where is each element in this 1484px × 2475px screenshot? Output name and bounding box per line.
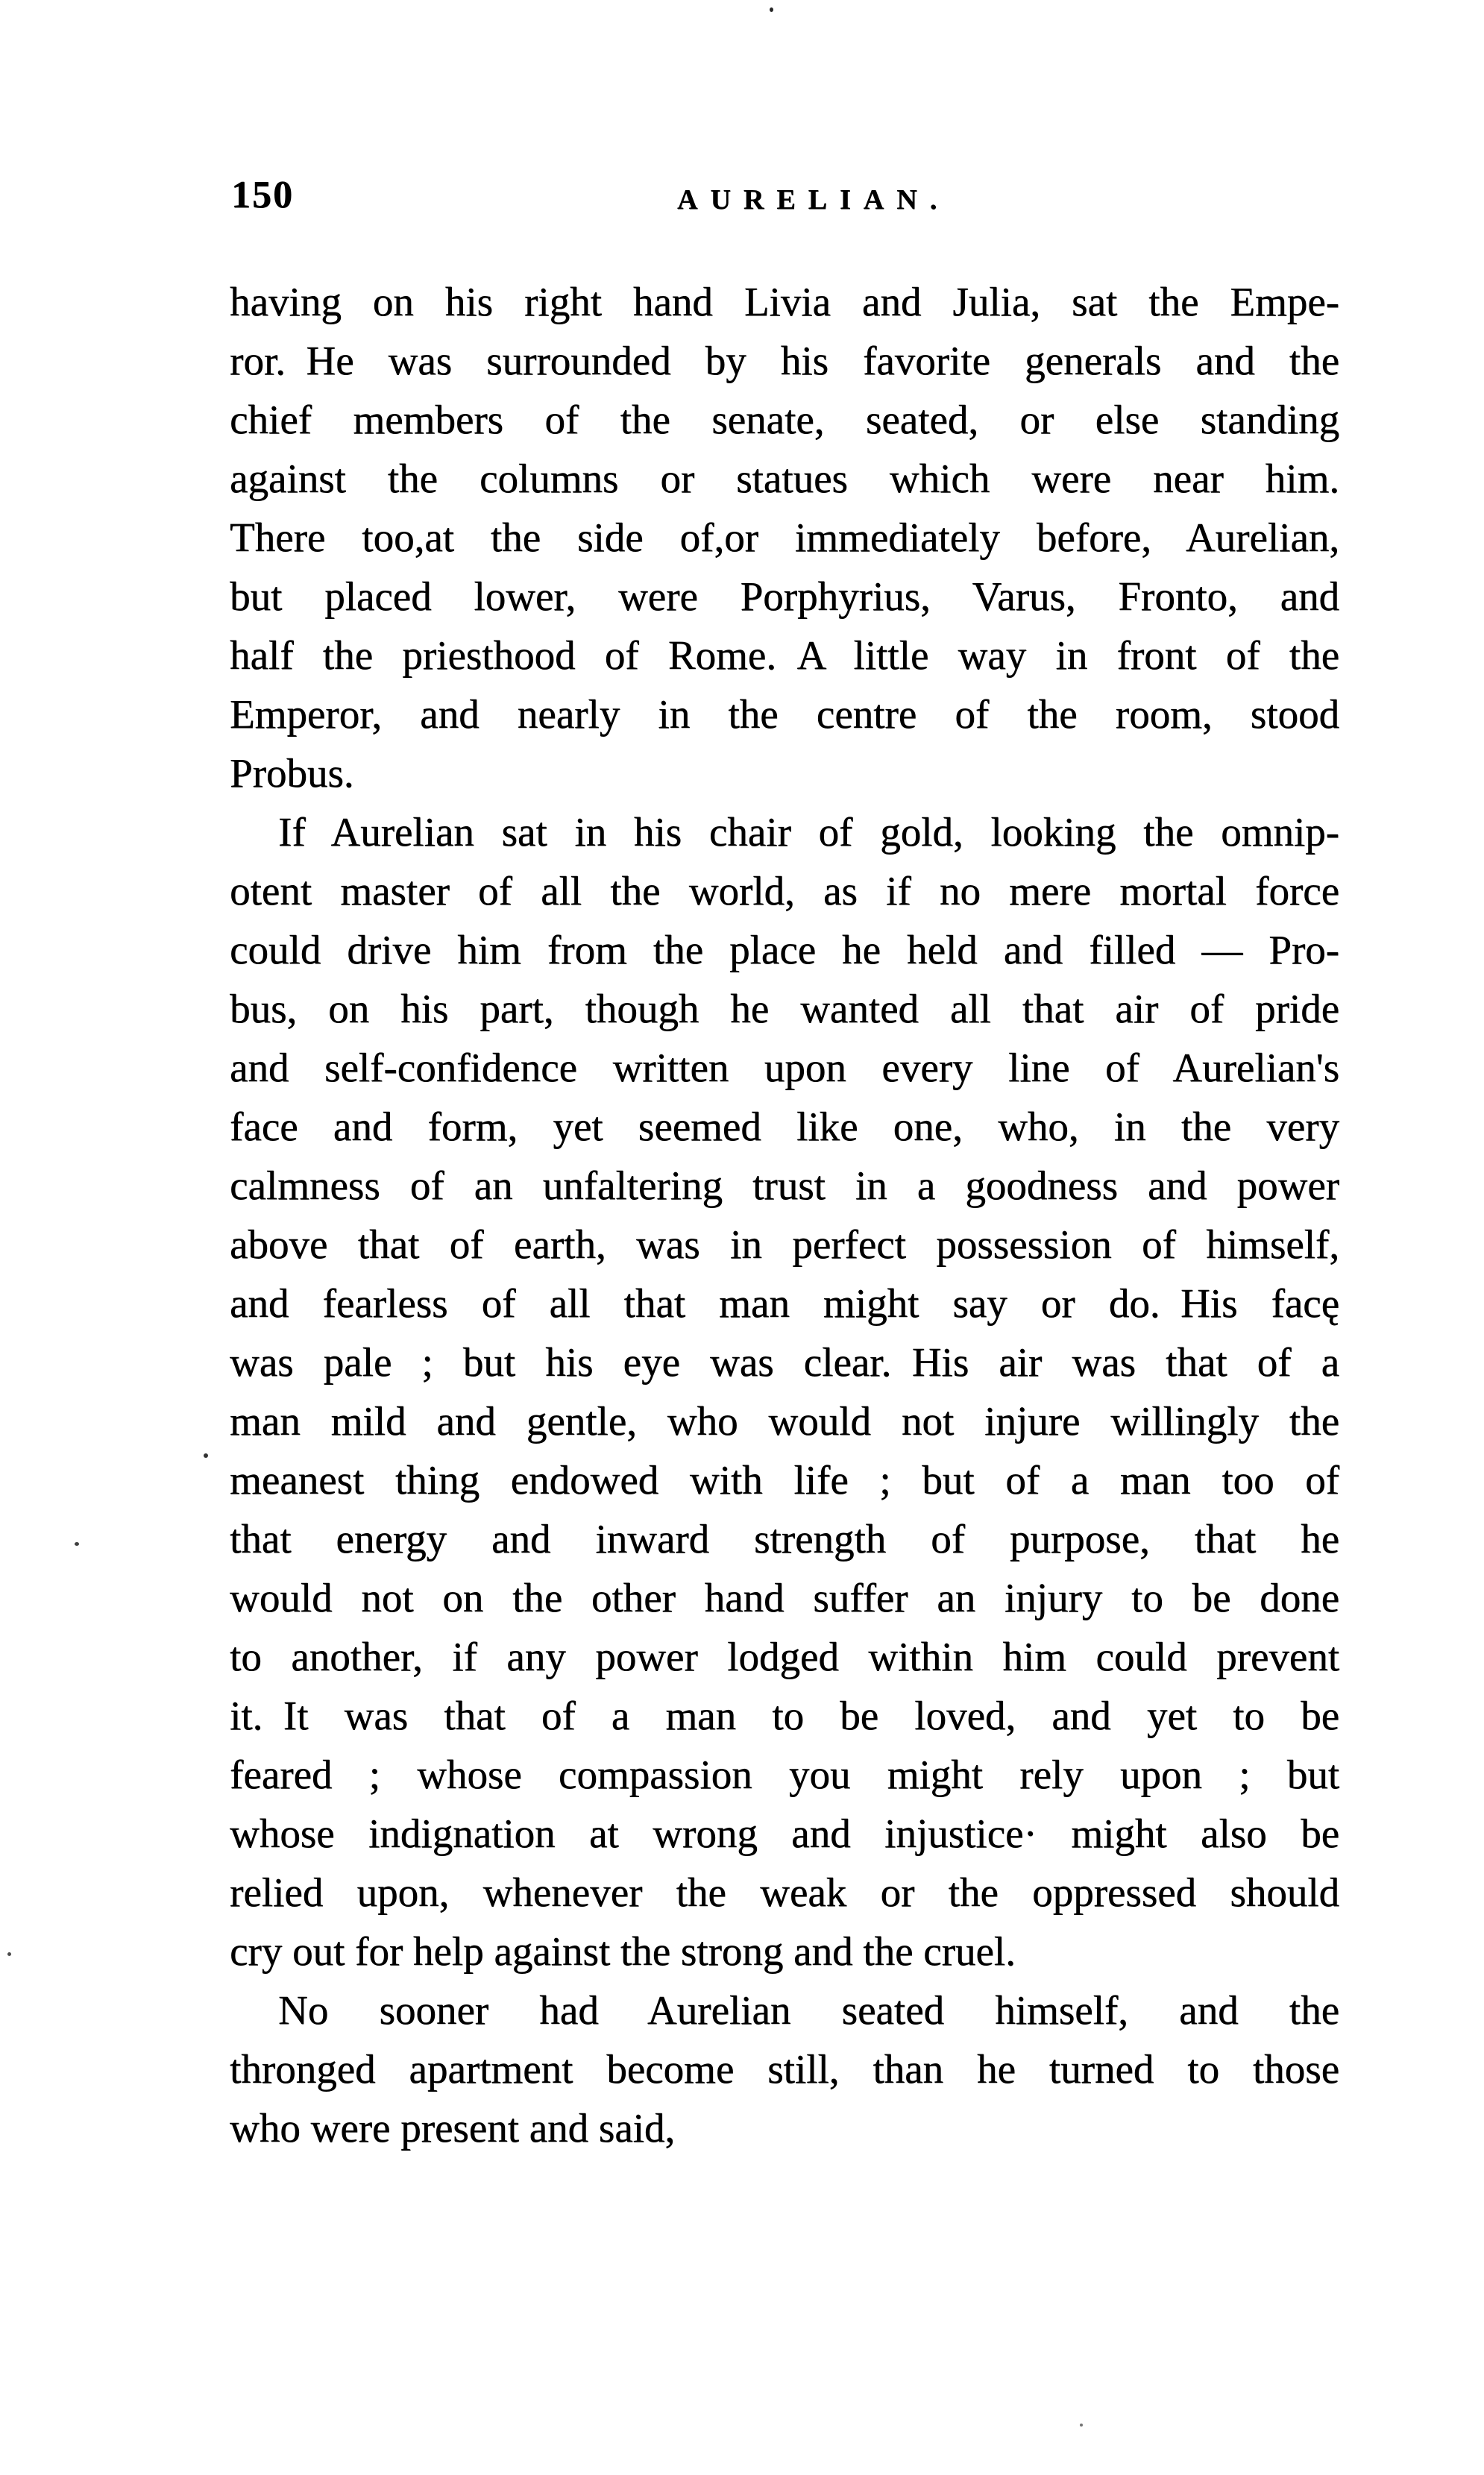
text-line: to another, if any power lodged within him could prevent bbox=[230, 1634, 1339, 1679]
text-line: bus, on his part, though he wanted all that air of pride bbox=[230, 986, 1339, 1031]
text-line: meanest thing endowed with life ; but of a man too of bbox=[230, 1457, 1339, 1503]
text-line: feared ; whose compassion you might rely upon ; but bbox=[230, 1752, 1339, 1797]
text-line: having on his right hand Livia and Julia, sat the Empe- bbox=[230, 279, 1339, 324]
text-line: If Aurelian sat in his chair of gold, looking the omnip- bbox=[278, 809, 1339, 855]
text-line: ror. He was surrounded by his favorite generals and the bbox=[230, 338, 1339, 383]
text-line: chief members of the senate, seated, or else standing bbox=[230, 397, 1339, 442]
scan-artifact-speck bbox=[7, 1952, 11, 1956]
text-line: calmness of an unfaltering trust in a goodness and power bbox=[230, 1163, 1339, 1208]
text-line: but placed lower, were Porphyrius, Varus, Fronto, and bbox=[230, 573, 1339, 619]
scan-artifact-speck bbox=[204, 1453, 208, 1458]
text-line: and self-confidence written upon every line of Aurelian's bbox=[230, 1045, 1339, 1090]
running-head-title: AURELIAN. bbox=[677, 184, 950, 216]
text-line: would not on the other hand suffer an injury to be done bbox=[230, 1575, 1339, 1620]
text-line: it. It was that of a man to be loved, and yet to be bbox=[230, 1693, 1339, 1738]
text-block bbox=[230, 272, 1339, 2157]
text-line: Probus. bbox=[230, 750, 354, 796]
text-line: whose indignation at wrong and injustice· might also be bbox=[230, 1811, 1339, 1856]
scan-artifact-speck bbox=[1080, 2424, 1083, 2427]
text-line: above that of earth, was in perfect possession of himself, bbox=[230, 1221, 1339, 1267]
text-line: relied upon, whenever the weak or the oppressed should bbox=[230, 1869, 1339, 1915]
text-line: There too,at the side of,or immediately before, Aurelian, bbox=[230, 515, 1339, 560]
text-line: Emperor, and nearly in the centre of the room, stood bbox=[230, 691, 1339, 737]
text-line: against the columns or statues which were near him. bbox=[230, 456, 1339, 501]
text-line: cry out for help against the strong and the cruel. bbox=[230, 1928, 1016, 1974]
text-line: could drive him from the place he held and filled — Pro- bbox=[230, 927, 1339, 972]
text-line: that energy and inward strength of purpose, that he bbox=[230, 1516, 1339, 1562]
page-number: 150 bbox=[231, 174, 294, 216]
text-line: No sooner had Aurelian seated himself, and the bbox=[278, 1987, 1339, 2033]
text-line: otent master of all the world, as if no mere mortal force bbox=[230, 868, 1339, 913]
text-line: who were present and said, bbox=[230, 2105, 676, 2151]
text-line: half the priesthood of Rome. A little way in front of the bbox=[230, 632, 1339, 678]
scan-artifact-speck bbox=[770, 7, 773, 12]
scan-artifact-speck bbox=[75, 1542, 79, 1546]
text-line: and fearless of all that man might say or do. His facę bbox=[230, 1280, 1339, 1326]
running-header bbox=[0, 0, 1484, 246]
text-line: man mild and gentle, who would not injure willingly the bbox=[230, 1398, 1339, 1444]
text-line: was pale ; but his eye was clear. His air was that of a bbox=[230, 1339, 1339, 1385]
text-line: thronged apartment become still, than he turned to those bbox=[230, 2046, 1339, 2092]
text-line: face and form, yet seemed like one, who, in the very bbox=[230, 1104, 1339, 1149]
